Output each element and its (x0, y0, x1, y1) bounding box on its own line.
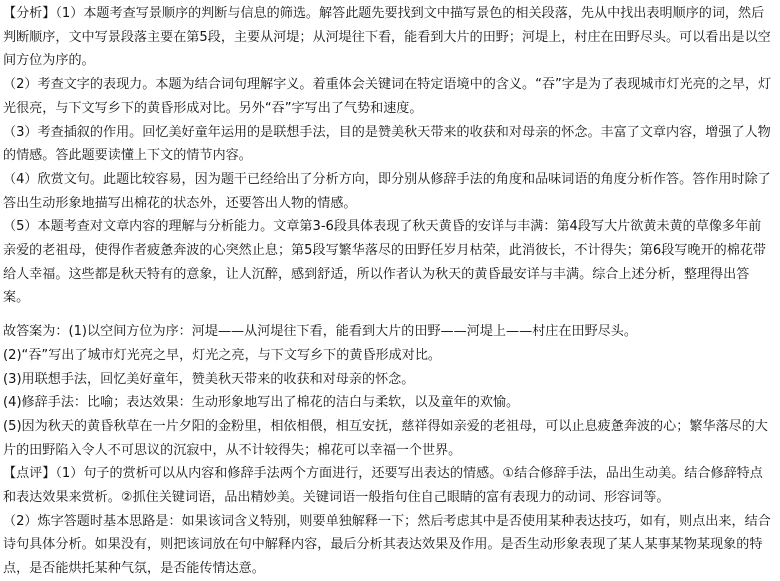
comment-section (3, 462, 774, 581)
analysis-paragraph-3: （3）考查插叙的作用。回忆美好童年运用的是联想手法，目的是赞美秋天带来的收获和对母亲的怀念。丰富了文章内容，增强了人物的情感。答此题要读懂上下文的情节内容。 (3, 124, 771, 164)
answer-line-5: (5)因为秋天的黄昏秋草在一片夕阳的金粉里，相依相偎，相互安抚，慈祥得如亲爱的老祖母，可以止息疲惫奔波的心；繁华落尽的大片的田野陷入令人不可思议的沉寂中，从不计较得失；棉花可以幸福一个世界。 (3, 418, 768, 458)
analysis-paragraph-5: （5）本题考查对文章内容的理解与分析能力。文章第3-6段具体表现了秋天黄昏的安详与丰满：第4段写大片欲黄未黄的草像多年前亲爱的老祖母，使得作者疲惫奔波的心突然止息；第5段写繁华落尽的田野任岁月枯荣，此消彼长，不计得失；第6段写晚开的棉花带给人幸福。这些都是秋天特有的意象，让人沉醉，感到舒适，所以作者认为秋天的黄昏最安详与丰满。综合上述分析，整理得出答案。 (3, 219, 767, 306)
section-spacer (3, 310, 774, 320)
answer-line-2: (2)“吞”写出了城市灯光亮之早，灯光之亮，与下文写乡下的黄昏形成对比。 (3, 347, 442, 363)
answer-line-4: (4)修辞手法：比喻；表达效果：生动形象地写出了棉花的洁白与柔软，以及童年的欢愉。 (3, 395, 520, 411)
analysis-paragraph-1: 【分析】（1）本题考查写景顺序的判断与信息的筛选。解答此题先要找到文中描写景色的相关段落，先从中找出表明顺序的词，然后判断顺序，文中写景段落主要在第5段，主要从河堤；从河堤往下看，能看到大片的田野；河堤上，村庄在田野尽头。可以看出是以空间方位为序的。 (3, 6, 771, 69)
comment-paragraph-2: （2）炼字答题时基本思路是：如果该词含义特别，则要单独解释一下；然后考虑其中是否使用某种表达技巧，如有，则点出来，结合诗句具体分析。如果没有，则把该词放在句中解释内容，最后分析其表达效果及作用。是否生动形象表现了某人某事某物某现象的特点，是否能烘托某种气氛，是否能传情达意。 (3, 513, 771, 577)
answer-line-3: (3)用联想手法，回忆美好童年，赞美秋天带来的收获和对母亲的怀念。 (3, 371, 415, 387)
analysis-paragraph-4: （4）欣赏文句。此题比较容易，因为题干已经给出了分析方向，即分别从修辞手法的角度和品味词语的角度分析作答。答作用时除了答出生动形象地描写出棉花的状态外，还要答出人物的情感。 (3, 171, 771, 211)
answer-line-1: 故答案为：(1)以空间方位为序：河堤——从河堤往下看，能看到大片的田野——河堤上——村庄在田野尽头。 (3, 324, 637, 340)
analysis-section (3, 2, 774, 310)
analysis-paragraph-2: （2）考查文字的表现力。本题为结合词句理解字义。着重体会关键词在特定语境中的含义。“吞”字是为了表现城市灯光亮的之早，灯光很亮，与下文写乡下的黄昏形成对比。另外“吞”字写出了气势和速度。 (3, 77, 772, 116)
answer-section (3, 320, 774, 462)
comment-paragraph-1: 【点评】（1）句子的赏析可以从内容和修辞手法两个方面进行，还要写出表达的情感。①结合修辞手法，品出生动美。结合修辞特点和表达效果来赏析。②抓住关键词语，品出精妙美。关键词语一般指句住自己眼睛的富有表现力的动词、形容词等。 (3, 466, 763, 506)
